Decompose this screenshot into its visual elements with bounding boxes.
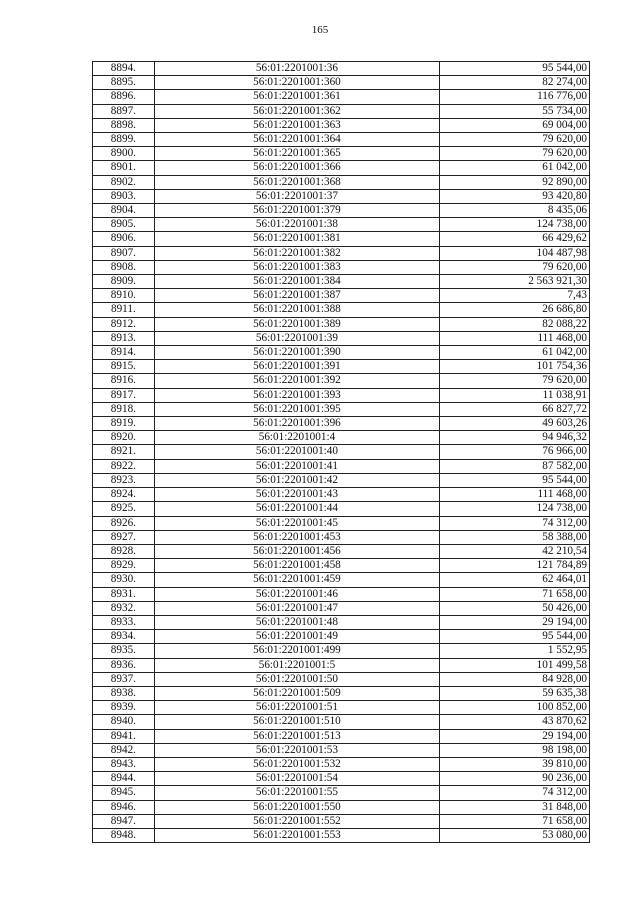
table-row	[93, 445, 590, 459]
cadastral-number: 56:01:2201001:55	[154, 786, 439, 800]
page-number: 165	[311, 24, 329, 36]
cadastral-number: 56:01:2201001:391	[154, 360, 439, 374]
cadastral-value: 2 563 921,30	[440, 275, 590, 289]
table-row	[93, 133, 590, 147]
cadastral-number: 56:01:2201001:360	[154, 76, 439, 90]
cadastral-value: 90 236,00	[440, 772, 590, 786]
cadastral-value: 39 810,00	[440, 757, 590, 771]
cadastral-value: 98 198,00	[440, 743, 590, 757]
cadastral-number: 56:01:2201001:552	[154, 814, 439, 828]
row-number: 8909.	[93, 275, 155, 289]
row-number: 8924.	[93, 488, 155, 502]
table-row	[93, 76, 590, 90]
row-number: 8937.	[93, 672, 155, 686]
table-row	[93, 346, 590, 360]
row-number: 8936.	[93, 658, 155, 672]
table-row	[93, 502, 590, 516]
cadastral-value: 104 487,98	[440, 246, 590, 260]
table-row	[93, 246, 590, 260]
cadastral-number: 56:01:2201001:47	[154, 601, 439, 615]
table-row	[93, 118, 590, 132]
row-number: 8906.	[93, 232, 155, 246]
cadastral-value: 66 827,72	[440, 402, 590, 416]
table-row	[93, 828, 590, 842]
table-row	[93, 772, 590, 786]
cadastral-value: 53 080,00	[440, 828, 590, 842]
row-number: 8938.	[93, 686, 155, 700]
cadastral-value: 95 544,00	[440, 630, 590, 644]
row-number: 8920.	[93, 431, 155, 445]
row-number: 8932.	[93, 601, 155, 615]
table-row	[93, 786, 590, 800]
cadastral-value: 124 738,00	[440, 218, 590, 232]
cadastral-number: 56:01:2201001:4	[154, 431, 439, 445]
cadastral-number: 56:01:2201001:368	[154, 175, 439, 189]
table-row	[93, 303, 590, 317]
row-number: 8903.	[93, 189, 155, 203]
cadastral-value: 101 499,58	[440, 658, 590, 672]
cadastral-number: 56:01:2201001:384	[154, 275, 439, 289]
table-row	[93, 260, 590, 274]
cadastral-number: 56:01:2201001:361	[154, 90, 439, 104]
cadastral-value: 69 004,00	[440, 118, 590, 132]
table-row	[93, 686, 590, 700]
row-number: 8899.	[93, 133, 155, 147]
row-number: 8926.	[93, 516, 155, 530]
row-number: 8933.	[93, 615, 155, 629]
table-row	[93, 800, 590, 814]
cadastral-value: 71 658,00	[440, 587, 590, 601]
cadastral-number: 56:01:2201001:366	[154, 161, 439, 175]
cadastral-value: 111 468,00	[440, 488, 590, 502]
cadastral-number: 56:01:2201001:51	[154, 701, 439, 715]
table-row	[93, 573, 590, 587]
table-row	[93, 175, 590, 189]
table-row	[93, 516, 590, 530]
cadastral-number: 56:01:2201001:48	[154, 615, 439, 629]
row-number: 8904.	[93, 204, 155, 218]
cadastral-number: 56:01:2201001:456	[154, 544, 439, 558]
cadastral-value: 116 776,00	[440, 90, 590, 104]
cadastral-value: 49 603,26	[440, 417, 590, 431]
table-row	[93, 104, 590, 118]
table-row	[93, 431, 590, 445]
table-row	[93, 544, 590, 558]
cadastral-number: 56:01:2201001:390	[154, 346, 439, 360]
cadastral-number: 56:01:2201001:42	[154, 473, 439, 487]
cadastral-number: 56:01:2201001:379	[154, 204, 439, 218]
cadastral-value: 124 738,00	[440, 502, 590, 516]
cadastral-value: 29 194,00	[440, 729, 590, 743]
row-number: 8897.	[93, 104, 155, 118]
cadastral-number: 56:01:2201001:392	[154, 374, 439, 388]
cadastral-number: 56:01:2201001:54	[154, 772, 439, 786]
cadastral-number: 56:01:2201001:453	[154, 530, 439, 544]
row-number: 8939.	[93, 701, 155, 715]
row-number: 8947.	[93, 814, 155, 828]
row-number: 8919.	[93, 417, 155, 431]
table-row	[93, 331, 590, 345]
table-row	[93, 232, 590, 246]
cadastral-value: 84 928,00	[440, 672, 590, 686]
table-row	[93, 161, 590, 175]
table-row	[93, 559, 590, 573]
table-row	[93, 729, 590, 743]
cadastral-value: 79 620,00	[440, 133, 590, 147]
table-row	[93, 289, 590, 303]
cadastral-value: 82 088,22	[440, 317, 590, 331]
cadastral-value: 79 620,00	[440, 260, 590, 274]
cadastral-value: 74 312,00	[440, 516, 590, 530]
cadastral-value: 11 038,91	[440, 388, 590, 402]
table-row	[93, 630, 590, 644]
row-number: 8905.	[93, 218, 155, 232]
cadastral-value: 8 435,06	[440, 204, 590, 218]
cadastral-number: 56:01:2201001:45	[154, 516, 439, 530]
cadastral-number: 56:01:2201001:363	[154, 118, 439, 132]
cadastral-number: 56:01:2201001:513	[154, 729, 439, 743]
cadastral-value: 82 274,00	[440, 76, 590, 90]
row-number: 8922.	[93, 459, 155, 473]
table-row	[93, 715, 590, 729]
table-row	[93, 488, 590, 502]
table-row	[93, 473, 590, 487]
row-number: 8923.	[93, 473, 155, 487]
row-number: 8912.	[93, 317, 155, 331]
cadastral-number: 56:01:2201001:37	[154, 189, 439, 203]
row-number: 8935.	[93, 644, 155, 658]
row-number: 8944.	[93, 772, 155, 786]
cadastral-value: 61 042,00	[440, 346, 590, 360]
cadastral-value: 31 848,00	[440, 800, 590, 814]
cadastral-value: 111 468,00	[440, 331, 590, 345]
cadastral-number: 56:01:2201001:41	[154, 459, 439, 473]
table-row	[93, 317, 590, 331]
row-number: 8942.	[93, 743, 155, 757]
table-row	[93, 402, 590, 416]
table-body	[93, 62, 590, 843]
row-number: 8898.	[93, 118, 155, 132]
cadastral-number: 56:01:2201001:46	[154, 587, 439, 601]
cadastral-number: 56:01:2201001:509	[154, 686, 439, 700]
cadastral-number: 56:01:2201001:43	[154, 488, 439, 502]
row-number: 8914.	[93, 346, 155, 360]
row-number: 8894.	[93, 62, 155, 76]
table-row	[93, 360, 590, 374]
table-row	[93, 189, 590, 203]
cadastral-number: 56:01:2201001:53	[154, 743, 439, 757]
cadastral-value: 121 784,89	[440, 559, 590, 573]
table-row	[93, 417, 590, 431]
cadastral-value: 62 464,01	[440, 573, 590, 587]
table-row	[93, 743, 590, 757]
cadastral-value: 87 582,00	[440, 459, 590, 473]
cadastral-table	[92, 61, 590, 843]
cadastral-value: 95 544,00	[440, 473, 590, 487]
row-number: 8908.	[93, 260, 155, 274]
row-number: 8927.	[93, 530, 155, 544]
table-row	[93, 62, 590, 76]
cadastral-number: 56:01:2201001:365	[154, 147, 439, 161]
cadastral-number: 56:01:2201001:510	[154, 715, 439, 729]
row-number: 8921.	[93, 445, 155, 459]
row-number: 8946.	[93, 800, 155, 814]
row-number: 8901.	[93, 161, 155, 175]
cadastral-value: 29 194,00	[440, 615, 590, 629]
cadastral-value: 50 426,00	[440, 601, 590, 615]
cadastral-number: 56:01:2201001:550	[154, 800, 439, 814]
table-row	[93, 601, 590, 615]
table-row	[93, 90, 590, 104]
row-number: 8945.	[93, 786, 155, 800]
cadastral-value: 71 658,00	[440, 814, 590, 828]
row-number: 8916.	[93, 374, 155, 388]
cadastral-number: 56:01:2201001:499	[154, 644, 439, 658]
cadastral-value: 94 946,32	[440, 431, 590, 445]
row-number: 8896.	[93, 90, 155, 104]
row-number: 8930.	[93, 573, 155, 587]
cadastral-number: 56:01:2201001:5	[154, 658, 439, 672]
table-row	[93, 374, 590, 388]
cadastral-value: 58 388,00	[440, 530, 590, 544]
table-row	[93, 459, 590, 473]
table-row	[93, 814, 590, 828]
cadastral-value: 59 635,38	[440, 686, 590, 700]
cadastral-number: 56:01:2201001:553	[154, 828, 439, 842]
table-row	[93, 644, 590, 658]
row-number: 8895.	[93, 76, 155, 90]
cadastral-number: 56:01:2201001:383	[154, 260, 439, 274]
row-number: 8913.	[93, 331, 155, 345]
cadastral-number: 56:01:2201001:362	[154, 104, 439, 118]
cadastral-value: 74 312,00	[440, 786, 590, 800]
cadastral-value: 95 544,00	[440, 62, 590, 76]
row-number: 8918.	[93, 402, 155, 416]
cadastral-value: 1 552,95	[440, 644, 590, 658]
table-row	[93, 757, 590, 771]
cadastral-number: 56:01:2201001:396	[154, 417, 439, 431]
row-number: 8934.	[93, 630, 155, 644]
cadastral-value: 61 042,00	[440, 161, 590, 175]
row-number: 8917.	[93, 388, 155, 402]
cadastral-number: 56:01:2201001:395	[154, 402, 439, 416]
cadastral-value: 43 870,62	[440, 715, 590, 729]
row-number: 8900.	[93, 147, 155, 161]
cadastral-number: 56:01:2201001:50	[154, 672, 439, 686]
table-row	[93, 530, 590, 544]
row-number: 8940.	[93, 715, 155, 729]
cadastral-value: 26 686,80	[440, 303, 590, 317]
cadastral-number: 56:01:2201001:382	[154, 246, 439, 260]
row-number: 8929.	[93, 559, 155, 573]
table-row	[93, 147, 590, 161]
cadastral-number: 56:01:2201001:364	[154, 133, 439, 147]
table-row	[93, 218, 590, 232]
cadastral-number: 56:01:2201001:40	[154, 445, 439, 459]
row-number: 8943.	[93, 757, 155, 771]
cadastral-number: 56:01:2201001:393	[154, 388, 439, 402]
cadastral-number: 56:01:2201001:389	[154, 317, 439, 331]
cadastral-number: 56:01:2201001:38	[154, 218, 439, 232]
table-row	[93, 204, 590, 218]
row-number: 8911.	[93, 303, 155, 317]
cadastral-number: 56:01:2201001:458	[154, 559, 439, 573]
cadastral-value: 92 890,00	[440, 175, 590, 189]
table-row	[93, 658, 590, 672]
row-number: 8907.	[93, 246, 155, 260]
cadastral-value: 42 210,54	[440, 544, 590, 558]
row-number: 8925.	[93, 502, 155, 516]
table-row	[93, 587, 590, 601]
row-number: 8931.	[93, 587, 155, 601]
cadastral-value: 101 754,36	[440, 360, 590, 374]
cadastral-value: 93 420,80	[440, 189, 590, 203]
cadastral-number: 56:01:2201001:381	[154, 232, 439, 246]
row-number: 8941.	[93, 729, 155, 743]
cadastral-value: 79 620,00	[440, 374, 590, 388]
cadastral-number: 56:01:2201001:387	[154, 289, 439, 303]
table-row	[93, 701, 590, 715]
table-row	[93, 615, 590, 629]
table-row	[93, 275, 590, 289]
cadastral-value: 55 734,00	[440, 104, 590, 118]
cadastral-value: 100 852,00	[440, 701, 590, 715]
row-number: 8915.	[93, 360, 155, 374]
table-row	[93, 672, 590, 686]
row-number: 8928.	[93, 544, 155, 558]
table-row	[93, 388, 590, 402]
cadastral-number: 56:01:2201001:49	[154, 630, 439, 644]
cadastral-number: 56:01:2201001:459	[154, 573, 439, 587]
row-number: 8910.	[93, 289, 155, 303]
cadastral-value: 66 429,62	[440, 232, 590, 246]
cadastral-value: 79 620,00	[440, 147, 590, 161]
row-number: 8902.	[93, 175, 155, 189]
cadastral-number: 56:01:2201001:532	[154, 757, 439, 771]
cadastral-number: 56:01:2201001:44	[154, 502, 439, 516]
cadastral-value: 7,43	[440, 289, 590, 303]
cadastral-number: 56:01:2201001:36	[154, 62, 439, 76]
cadastral-value: 76 966,00	[440, 445, 590, 459]
cadastral-number: 56:01:2201001:388	[154, 303, 439, 317]
cadastral-number: 56:01:2201001:39	[154, 331, 439, 345]
row-number: 8948.	[93, 828, 155, 842]
